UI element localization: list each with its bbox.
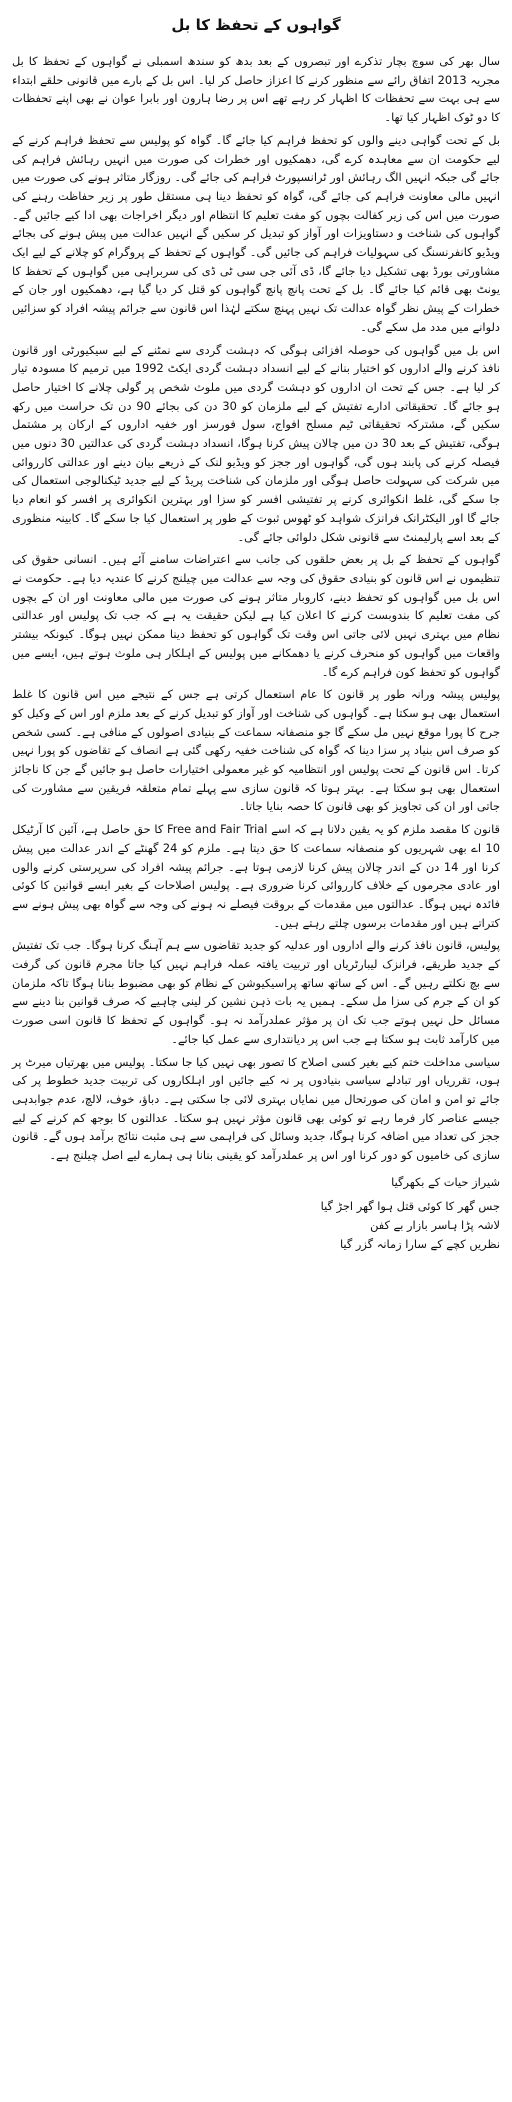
article-paragraph: سیاسی مداخلت ختم کیے بغیر کسی اصلاح کا تصور بھی نہیں کیا جا سکتا۔ پولیس میں بھرتیاں میرٹ پر ہوں، تقرریاں اور تبادلے سیاسی بنیادوں پر نہ کیے جائیں اور اہلکاروں کی تربیت جدید خطوط پر کی جائے تو امن و امان کی صورتحال میں نمایاں بہتری لائی جا سکتی ہے۔ دباؤ، خوف، لالچ، عدم جوابدہی جیسے عناصر کار فرما رہے تو کوئی بھی قانون مؤثر نہیں ہو سکتا۔ عدالتوں کا بوجھ کم کرنے کے لیے ججز کی تعداد میں اضافہ کرنا ہوگا، جدید وسائل کی فراہمی سے ہی مثبت نتائج برآمد ہوں گے۔ قانون سازی کی خامیوں کو دور کرنا اور اس پر عملدرآمد کو یقینی بنانا ہی ہمارے لیے اصل چیلنج ہے۔ bbox=[12, 1054, 500, 1163]
poem-line: لاشہ پڑا ہاسر بازار بے کفن bbox=[370, 1218, 500, 1233]
poem-line: جس گھر کا کوئی قتل ہوا گھر اجڑ گیا bbox=[320, 1199, 500, 1214]
article-paragraph: سال بھر کی سوچ بچار تذکرے اور تبصروں کے بعد بدھ کو سندھ اسمبلی نے گواہوں کے تحفظ کا بل مجریہ 2013 اتفاق رائے سے منظور کرنے کا اعزاز حاصل کر لیا۔ اس بل کے بارے میں قانونی حلقے ابتداء سے ہی بہت سے تحفظات کا اظہار کر رہے تھے اس پر رضا ہارون اور بابرا عوان نے بھی اپنے تحفظات کا دو ٹوک اظہار کیا تھا۔ bbox=[12, 54, 500, 125]
article-body bbox=[12, 52, 500, 1165]
article-paragraph: گواہوں کے تحفظ کے بل پر بعض حلقوں کی جانب سے اعتراضات سامنے آئے ہیں۔ انسانی حقوق کی تنظیموں نے اس قانون کو بنیادی حقوق کی وجہ سے عدالت میں چیلنج کرنے کا عندیہ دیا ہے۔ حکومت نے اس بل میں گواہوں کو تحفظ دینے، کاروبار متاثر ہونے کی صورت میں مالی معاونت اور ان کے بچوں کی مفت تعلیم کا بندوبست کرنے کا اعلان کیا ہے لیکن حقیقت یہ ہے کہ جب تک پولیس اور عدالتی نظام میں بہتری نہیں لائی جاتی اس وقت تک گواہوں کو تحفظ دینا ممکن نہیں ہوگا۔ کیونکہ بیشتر واقعات میں گواہوں کو منحرف کرنے یا دھمکانے میں پولیس کے اہلکار ہی ملوث ہوتے ہیں، ایسے میں گواہوں کو تحفظ کون فراہم کرے گا۔ bbox=[12, 552, 500, 679]
author-line: شیراز حیات کے بکھرگیا bbox=[391, 1174, 500, 1189]
article-paragraph: بل کے تحت گواہی دینے والوں کو تحفظ فراہم کیا جائے گا۔ گواہ کو پولیس سے تحفظ فراہم کرنے کے لیے حکومت ان سے معاہدہ کرے گی، دھمکیوں اور خطرات کی صورت میں انہیں رہائش فراہم کی جائے گی جبکہ انہیں الگ رہائش اور ٹرانسپورٹ فراہم کی جائے گی۔ روزگار متاثر ہونے کی صورت میں انہیں مالی معاونت فراہم کی جائے گی، گواہ کو تحفظ دینا ہی مستقل طور پر زیر حفاظت رہنے کی صورت میں اس کی زیر کفالت بچوں کو مفت تعلیم کا انتظام اور دیگر اخراجات بھی ادا کیے جائیں گے۔ گواہوں کی شناخت و دستاویزات اور آواز کو تبدیل کر سکیں گے انہیں عدالت میں پیش ہونے کی بجائے ویڈیو کانفرنسنگ کی سہولیات فراہم کی جائیں گی۔ گواہوں کے تحفظ کے پروگرام کو چلانے کے لیے ایک مشاورتی بورڈ بھی تشکیل دیا جائے گا، ڈی آئی جی سی ٹی ڈی کی سربراہی میں گواہوں کے تحفظ کا یونٹ بھی قائم کیا جائے گا۔ بل کے تحت پانچ پانچ گواہوں کو قتل کر دیا گیا ہے، دھمکیوں اور جان کے خطرات کے پیش نظر گواہ عدالت تک نہیں پہنچ سکتے لہٰذا اس قانون سے جرائم پیشہ افراد کو سزائیں دلوانے میں مدد مل سکے گی۔ bbox=[12, 132, 500, 334]
article-paragraph: اس بل میں گواہوں کی حوصلہ افزائی ہوگی کہ دہشت گردی سے نمٹنے کے لیے سیکیورٹی اور قانون نافذ کرنے والے اداروں کو اختیار بنانے کے لیے انسداد دہشت گردی ایکٹ 1992 میں ترمیم کا مسودہ تیار کر لیا ہے۔ جس کے تحت ان اداروں کو دہشت گردی میں ملوث شخص پر گولی چلانے کا اختیار حاصل ہو جائے گا۔ تحقیقاتی ادارے تفتیش کے لیے ملزمان کو 30 دن کی بجائے 90 دن تک حراست میں رکھ سکیں گے، مشترکہ تحقیقاتی ٹیم مسلح افواج، سول فورسز اور خفیہ اداروں کے ارکان پر مشتمل ہوگی، تفتیش کے بعد 30 دن میں چالان پیش کرنا ہوگا، انسداد دہشت گردی کی عدالتیں 30 دنوں میں فیصلہ کرنے کی پابند ہوں گی، گواہوں اور ججز کو ویڈیو لنک کے ذریعے بیان دینے اور عدالتی کارروائی میں شرکت کی سہولت حاصل ہوگی اور ملزمان کی شناخت پریڈ کے لیے جدید ٹیکنالوجی استعمال کی جا سکے گی، غلط انکوائری کرنے پر تفتیشی افسر کو سزا اور بہترین انکوائری پر افسر کو انعام دیا جائے گا اور الیکٹرانک فرانزک شواہد کو ٹھوس ثبوت کے طور پر استعمال کیا جا سکے گا۔ کابینہ منظوری کے بعد اسے پارلیمنٹ سے قانونی شکل دلوائی جائے گی۔ bbox=[12, 342, 500, 544]
article-paragraph: پولیس، قانون نافذ کرنے والے اداروں اور عدلیہ کو جدید تقاضوں سے ہم آہنگ کرنا ہوگا۔ جب تک تفتیش کے جدید طریقے، فرانزک لیبارٹریاں اور تربیت یافتہ عملہ فراہم نہیں کیا جاتا مجرم قانون کی گرفت سے بچ نکلتے رہیں گے۔ اس کے ساتھ ساتھ پراسیکیوشن کے نظام کو بھی مضبوط بنانا ہوگا تاکہ ملزمان کو ان کے جرم کی سزا مل سکے۔ ہمیں یہ بات ذہن نشین کر لینی چاہیے کہ صرف قوانین بنا دینے سے مسائل حل نہیں ہوتے جب تک ان پر مؤثر عملدرآمد نہ ہو۔ گواہوں کے تحفظ کا قانون اسی صورت میں کارآمد ثابت ہو سکتا ہے جب اس پر دیانتداری سے عمل کیا جائے۔ bbox=[12, 938, 500, 1046]
closing-poem bbox=[12, 1197, 500, 1253]
article-paragraph: پولیس پیشہ ورانہ طور پر قانون کا عام استعمال کرتی ہے جس کے نتیجے میں اس قانون کا غلط استعمال بھی ہو سکتا ہے۔ گواہوں کی شناخت اور آواز کو تبدیل کرنے کے بعد ملزم اور اس کے وکیل کو جرح کا پورا موقع نہیں مل سکے گا جو منصفانہ سماعت کے بنیادی اصولوں کے منافی ہے۔ کسی شخص کو صرف اس بنیاد پر سزا دینا کہ گواہ کی شناخت خفیہ رکھی گئی ہے انصاف کے تقاضوں کو پورا نہیں کرتا۔ اس قانون کے تحت پولیس اور انتظامیہ کو غیر معمولی اختیارات حاصل ہو جائیں گے جن کا ناجائز استعمال بھی ہو سکتا ہے۔ بہتر ہوتا کہ قانون سازی سے پہلے تمام متعلقہ فریقین سے مشاورت کی جاتی اور ان کی تجاویز کو بھی قانون کا حصہ بنایا جاتا۔ bbox=[12, 687, 500, 814]
poem-line: نظریں کچے کے سارا زمانہ گزر گیا bbox=[339, 1236, 500, 1251]
article-paragraph: قانون کا مقصد ملزم کو یہ یقین دلانا ہے کہ اسے Free and Fair Trial کا حق حاصل ہے، آئین کا آرٹیکل 10 اے بھی شہریوں کو منصفانہ سماعت کا حق دیتا ہے۔ ملزم کو 24 گھنٹے کے اندر عدالت میں پیش کرنا اور 14 دن کے اندر چالان پیش کرنا لازمی ہوتا ہے۔ جرائم پیشہ افراد کی سرپرستی کرنے والوں اور عادی مجرموں کے خلاف کارروائی کرنا ضروری ہے۔ پولیس اصلاحات کے بغیر ایسے قوانین کا کوئی فائدہ نہیں ہوگا۔ عدالتوں میں مقدمات کے بروقت فیصلے نہ ہونے کی وجہ سے گواہ بھی پیش ہونے سے کتراتے ہیں اور مقدمات برسوں چلتے رہتے ہیں۔ bbox=[12, 822, 500, 930]
article-title: گواہوں کے تحفظ کا بل bbox=[171, 16, 341, 34]
